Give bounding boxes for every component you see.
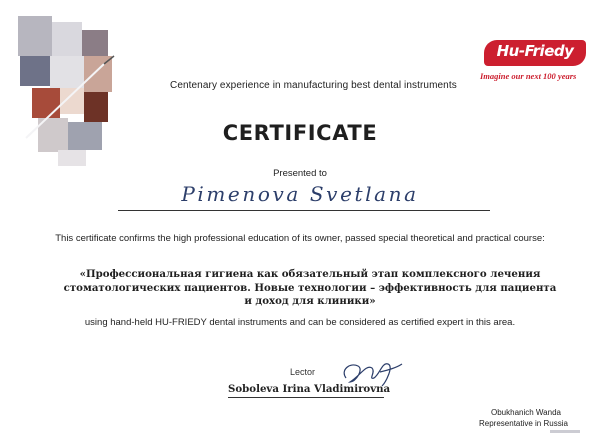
representative-name: Obukhanich Wanda <box>491 408 561 417</box>
course-line: и доход для клиники» <box>244 295 376 307</box>
presented-to-label: Presented to <box>273 168 327 179</box>
lector-name: Soboleva Irina Vladimirovna <box>228 383 391 395</box>
course-title <box>60 268 560 309</box>
stamp-mark <box>550 430 580 433</box>
name-underline <box>118 210 490 211</box>
logo-text: Hu-Friedy <box>496 42 574 60</box>
course-line: стоматологических пациентов. Новые технологии – эффективность для пациента <box>63 281 557 294</box>
usage-text: using hand-held HU-FRIEDY dental instruments and can be considered as certified expert in this area. <box>84 317 516 328</box>
lector-underline <box>228 397 384 398</box>
representative-title: Representative in Russia <box>479 419 568 428</box>
lector-label: Lector <box>290 367 316 377</box>
logo-slogan: Imagine our next 100 years <box>480 71 577 81</box>
course-line: «Профессиональная гигиена как обязательный этап комплексного лечения <box>79 268 541 280</box>
tagline: Centenary experience in manufacturing best dental instruments <box>170 80 457 91</box>
recipient-name: Pimenova Svetlana <box>181 182 419 206</box>
confirmation-text: This certificate confirms the high professional education of its owner, passed special theoretical and practical course: <box>55 233 545 244</box>
certificate-title: CERTIFICATE <box>222 121 378 145</box>
